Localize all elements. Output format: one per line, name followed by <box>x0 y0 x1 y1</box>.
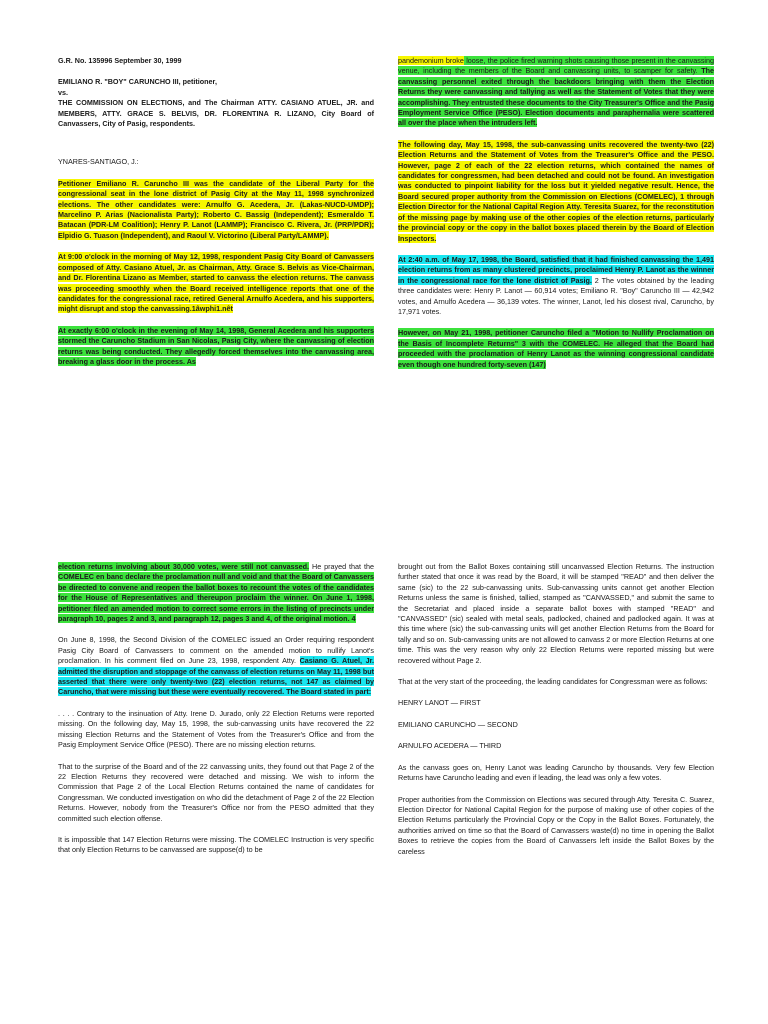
page-2-right-column <box>398 562 714 868</box>
petitioner-line: EMILIANO R. "BOY" CARUNCHO III, petitioner, <box>58 77 217 87</box>
paragraph <box>58 326 374 368</box>
quoted-paragraph: . . . . Contrary to the insinuation of Atty. Irene D. Jurado, only 22 Election Returns were reported missing. On the following day, May 15, 1998, the sub-canvassing units have recovered the 22 missing Election Returns and the Statement of Votes from the Treasurer's Office and from the Pasig Employment Service Office (PESO). There are no missing election returns. <box>58 708 374 750</box>
highlight-yellow: At 9:00 o'clock in the morning of May 12, 1998, respondent Pasig City Board of Canvassers composed of Atty. Casiano Atuel, Jr. as Chairman, Atty. Grace S. Belvis as Vice-Chairman, and Dr. Florentina Lizano as Member, started to canvass the election returns. <box>58 252 374 283</box>
highlight-green: However, on May 21, 1998, petitioner Caruncho filed a "Motion to Nullify Proclamation on the Basis of Incomplete Returns" 3 with the COMELEC. He alleged that the Board had proceeded with the proclamation of Henry Lanot as the winning congressional candidate even though one hundred forty-seven (147) <box>398 328 714 369</box>
document-page-2 <box>0 512 768 1024</box>
highlight-cyan: At 2:40 a.m. of May 17, 1998, the Board, satisfied that it had finished canvassing the 1,491 election returns from as many clustered precincts, proclaimed Henry P. Lanot as the winner in the congressional race for the lone district of Pasig. <box>398 254 714 285</box>
page-1-right-column <box>398 56 714 381</box>
quoted-paragraph: It is impossible that 147 Election Returns were missing. The COMELEC Instruction is very specific that only Election Returns to be canvassed are suppose(d) to be <box>58 834 374 855</box>
paragraph <box>58 252 374 314</box>
quoted-paragraph: Proper authorities from the Commission on Elections was secured through Atty. Teresita C. Suarez, Election Director for National Capital Region for the purpose of making use of other copies of the Election Returns particularly the Provincial Copy or the Copy in the Ballot Boxes. Fortunately, the authorities arrived on time so that the Board of Canvassers waste(d) no time in opening the Ballot Boxes to retrieve the copies from the Board of Canvassers left inside the Ballot Boxes by the careless <box>398 794 714 856</box>
plain-text: On June 8, 1998, the Second Division of the COMELEC issued an Order requiring respondent Pasig City Board of Canvassers to comment on the amended motion to nullify Lanot's proclamation. In his comment filed on June 23, 1998, respondent Atty. <box>58 635 374 666</box>
paragraph <box>58 635 374 697</box>
highlight-green: loose, the police fired warning shots causing those present in the canvassing venue, including the members of the Board and canvassing units, to scamper for safety. <box>398 56 715 76</box>
candidate-line: ARNULFO ACEDERA — THIRD <box>398 741 502 751</box>
quoted-paragraph: brought out from the Ballot Boxes containing still uncanvassed Election Returns. The instruction further stated that once it was read by the Board, it will be stamped "READ" and then deliver the same (sic) to the 22 sub-canvassing units. Sub-canvassing units cannot get another Election Returns unless the same is finished, tallied, stamped as "CANVASSED," and submit the same to the Secretariat and placed inside a separate ballot boxes with stamped "READ" and "CANVASSED" (sic) sealed with metal seals, padlocked, chained and padlocked again. It was at this time where (sic) the sub-canvassing units will get another Election Returns from the Board for tally and so on. Sub-canvassing units are not allowed to canvass 2 or more Election Returns at one time. This was the very reason why only 22 Election Returns were reported missing but were recovered without Page 2. <box>398 562 714 665</box>
quoted-paragraph: As the canvass goes on, Henry Lanot was leading Caruncho by thousands. Very few Election Returns have Caruncho leading and even if leading, the lead was only a few votes. <box>398 762 714 783</box>
candidate-line: EMILIANO CARUNCHO — SECOND <box>398 719 518 729</box>
highlight-green: COMELEC en banc declare the proclamation null and void and that the Board of Canvassers be directed to convene and reopen the ballot boxes to recount the votes of the candidates for the House of Representatives and thereupon proclaim the winner. On June 1, 1998, petitioner filed an amended motion to correct some errors in the listing of precincts under paragraph 10, pages 2 and 3, and paragraph 12, pages 3 and 4, of the original motion. 4 <box>58 572 374 624</box>
paragraph <box>398 56 714 129</box>
paragraph <box>398 328 714 370</box>
respondents-line: THE COMMISSION ON ELECTIONS, and The Chairman ATTY. CASIANO ATUEL, JR. and MEMBERS, ATTY. GRACE S. BELVIS, DR. FLORENTINA R. LIZANO, City Board of Canvassers, City of Pasig, respondents. <box>58 98 374 129</box>
highlight-yellow: pandemonium broke <box>398 56 464 65</box>
versus-line: vs. <box>58 87 68 97</box>
paragraph <box>58 179 374 241</box>
quoted-paragraph: That at the very start of the proceeding, the leading candidates for Congressman were as follows: <box>398 677 708 687</box>
quoted-paragraph: That to the surprise of the Board and of the 22 canvassing units, they found out that Page 2 of the 22 Election Returns they recovered were detached and missing. We wish to inform the Commission that Page 2 of the Local Election Returns contained the name of candidates for Congressman. We conducted investigation on who did the detachment of Page 2 of the 22 Election Returns. However, nobody from the Treasurer's Office nor from the PESO admitted that they committed such election offense. <box>58 761 374 823</box>
paragraph <box>398 255 714 317</box>
case-citation: G.R. No. 135996 September 30, 1999 <box>58 56 182 65</box>
plain-text: 2 The votes obtained by the leading three candidates were: Henry P. Lanot — 60,914 votes; Emiliano R. "Boy" Caruncho III — 42,942 votes, and Arnulfo Acedera — 36,139 votes. The winner, Lanot, led his closest rival, Caruncho, by 17,971 votes. <box>398 275 714 316</box>
highlight-cyan: Casiano G. Atuel, Jr. admitted the disruption and stoppage of the canvass of election returns on May 11, 1998 but asserted that there were only twenty-two (22) election returns, not 147 as claimed by Caruncho, that were missing but these were eventually recovered. The Board stated in part: <box>58 656 374 697</box>
highlight-yellow: The canvass was proceeding smoothly when the Board received intelligence reports that one of the candidates for the congressional race, retired General Arnulfo Acedera, and his supporters, might disrupt and stop the canvassing.1âwphi1.nêt <box>58 273 374 314</box>
paragraph <box>58 562 374 624</box>
highlight-green: election returns involving about 30,000 votes, were still not canvassed. <box>58 562 310 571</box>
page-2-left-column <box>58 562 374 867</box>
highlight-green: At exactly 6:00 o'clock in the evening of May 14, 1998, General Acedera and his supporters stormed the Caruncho Stadium in San Nicolas, Pasig City, where the canvassing of election returns was being conducted. They allegedly forced themselves into the canvassing area, breaking a glass door in the process. As <box>58 325 374 366</box>
highlight-yellow: Petitioner Emiliano R. Caruncho III was the candidate of the Liberal Party for the congressional seat in the lone district of Pasig City at the May 11, 1998 synchronized elections. The other candidates were: Arnulfo G. Acedera, Jr. (Lakas-NUCD-UMDP); Marcelino P. Arias (Nacionalista Party); Roberto C. Bassig (Independent); Esmeraldo T. Batacan (PDR-LM Coalition); Henry P. Lanot (LAMMP); Francisco C. Rivera, Jr. (PRP/PDR); Elpidio G. Tuason (Independent), and Raoul V. Victorino (Liberal Party/LAMMP). <box>58 178 374 240</box>
highlight-green: The canvassing personnel exited through the backdoors bringing with them the Election Returns they were canvassing and tallying as well as the Statement of Votes that they were accomplishing. <box>398 66 715 107</box>
page-1-left-column <box>58 56 374 378</box>
highlight-yellow: The following day, May 15, 1998, the sub-canvassing units recovered the twenty-two (22) Election Returns and the Statement of Votes from the Treasurer's Office and the PESO. However, page 2 of each of the 22 election returns, which contained the names of candidates for congressmen, had been detached and could not be found. An investigation was conducted to pinpoint liability for the loss but it yielded negative result. Hence, the Board secured proper authority from the Commission on Elections (COMELEC), 1 through Election Director for the National Capital Region Atty. Teresita Suarez, for the reconstitution of the missing page by making use of the other copies of the election returns, particularly the provincial copy or the copy in the ballot boxes placed therein by the Board of Election Inspectors. <box>398 139 714 243</box>
case-parties <box>58 77 374 129</box>
paragraph <box>398 140 714 244</box>
highlight-green: They entrusted these documents to the City Treasurer's Office and the Pasig Employment Service Office (PESO). Election documents and paraphernalia were scattered all over the place when the intruders left. <box>398 97 714 128</box>
plain-text: He prayed that the <box>309 562 374 571</box>
candidate-line: HENRY LANOT — FIRST <box>398 698 481 708</box>
ponente: YNARES-SANTIAGO, J.: <box>58 157 139 167</box>
